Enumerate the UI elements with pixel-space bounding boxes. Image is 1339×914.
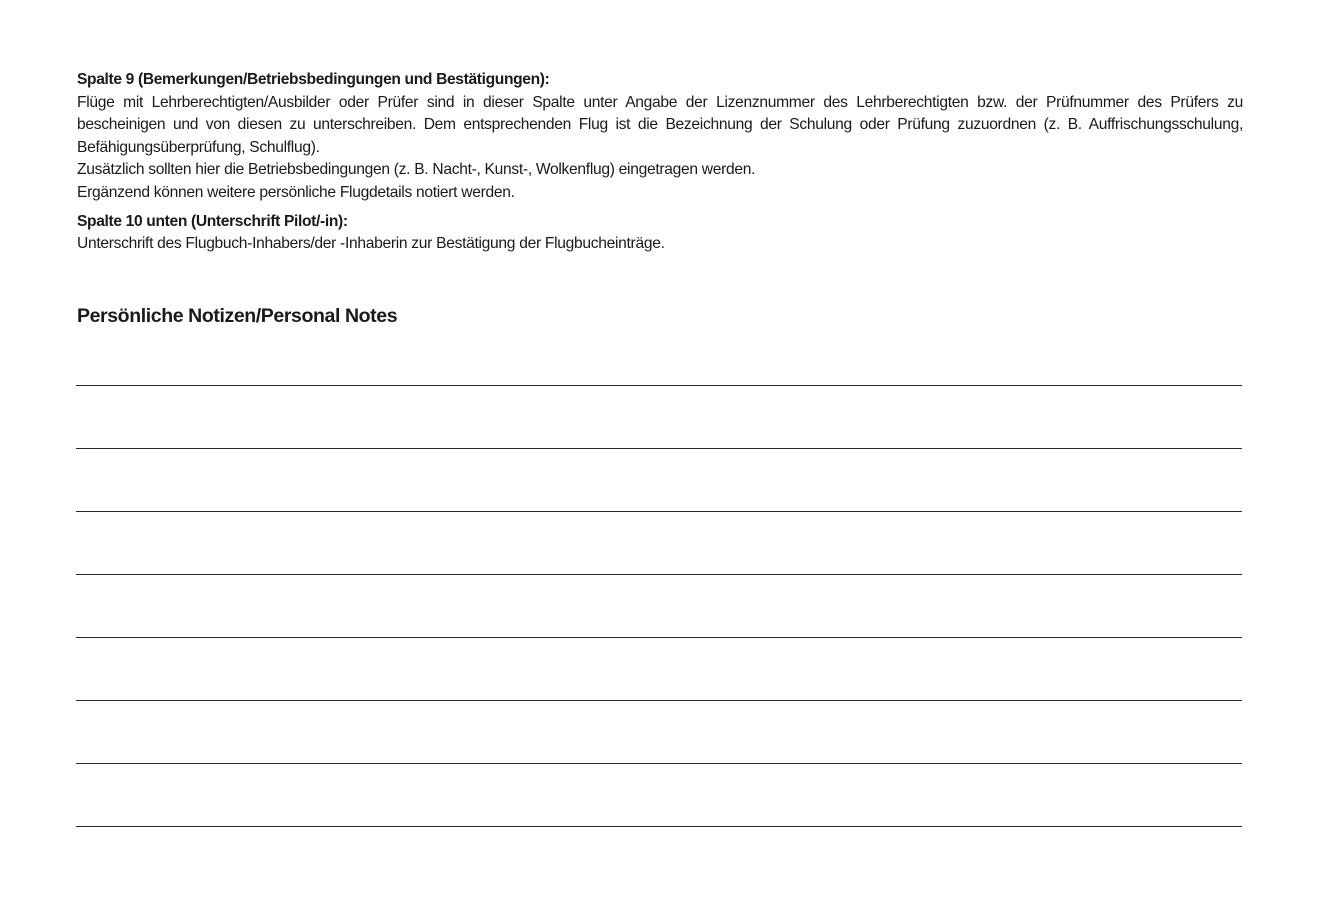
note-lines[interactable] <box>76 0 1242 914</box>
note-line[interactable] <box>76 385 1242 386</box>
note-line[interactable] <box>76 700 1242 701</box>
section-9-paragraph: Flüge mit Lehrberechtigten/Ausbilder oder Prüfer sind in dieser Spalte unter Angabe der Lizenznummer des Lehrberechtigten bzw. der Prüfnummer des Prüfers zu bescheinigen und von diesen zu unterschreiben. Dem entsprechenden Flug ist die Bezeichnung der Schulung oder Prüfung zuzuordnen (z. B. Auffrischungsschulung, Befähigungsüberprüfung, Schulflug). <box>77 93 1243 156</box>
section-10-title: Spalte 10 unten (Unterschrift Pilot/-in): <box>77 212 348 230</box>
section-9-line-2: Zusätzlich sollten hier die Betriebsbedingungen (z. B. Nacht-, Kunst-, Wolkenflug) eingetragen werden. <box>77 161 756 179</box>
note-line[interactable] <box>76 511 1242 512</box>
note-line[interactable] <box>76 763 1242 764</box>
note-line[interactable] <box>76 637 1242 638</box>
note-line[interactable] <box>76 574 1242 575</box>
note-line[interactable] <box>76 826 1242 827</box>
section-10-paragraph: Unterschrift des Flugbuch-Inhabers/der -Inhaberin zur Bestätigung der Flugbucheinträge. <box>77 235 665 253</box>
section-9-title: Spalte 9 (Bemerkungen/Betriebsbedingungen und Bestätigungen): <box>77 71 550 88</box>
note-line[interactable] <box>76 448 1242 449</box>
section-9-line-3: Ergänzend können weitere persönliche Flugdetails notiert werden. <box>77 183 515 201</box>
personal-notes-heading: Persönliche Notizen/Personal Notes <box>77 305 398 327</box>
